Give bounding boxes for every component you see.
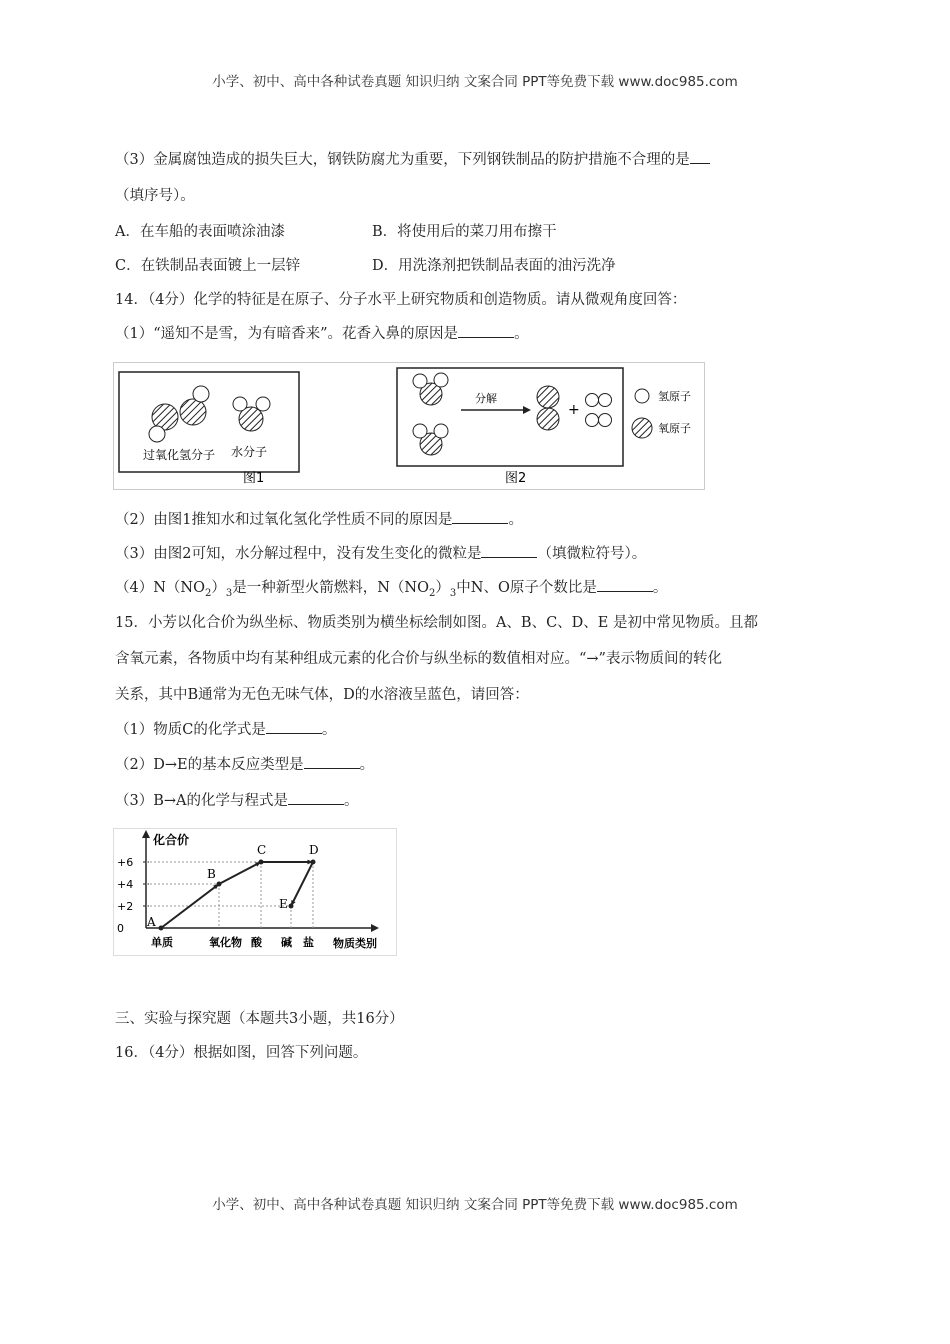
q15-part3-text: （3）B→A的化学与程式是 bbox=[115, 793, 289, 809]
period: 。 bbox=[344, 793, 359, 809]
answer-blank[interactable] bbox=[481, 543, 537, 559]
hydrogen-atom-icon bbox=[635, 389, 649, 403]
data-point bbox=[159, 926, 164, 931]
q13-part3 bbox=[115, 148, 710, 169]
subscript: 3 bbox=[449, 587, 457, 599]
q14-part4-a: （4）N（NO bbox=[115, 580, 205, 596]
q15-stem-2: 含氧元素，各物质中均有某种组成元素的化合价与纵坐标的数值相对应。“→”表示物质间的转化 bbox=[115, 651, 722, 667]
q15-stem-1: 15．小芳以化合价为纵坐标、物质类别为横坐标绘制如图。A、B、C、D、E 是初中常见物质。且都 bbox=[115, 615, 758, 631]
data-point bbox=[311, 860, 316, 865]
point-label: C bbox=[257, 843, 267, 857]
period: 。 bbox=[321, 722, 337, 738]
q15-stem-3: 关系，其中B通常为无色无味气体，D的水溶液呈蓝色，请回答： bbox=[115, 687, 529, 703]
oxygen-atom-icon bbox=[632, 418, 652, 438]
data-point bbox=[259, 860, 264, 865]
answer-blank[interactable] bbox=[304, 754, 360, 770]
q14-part2 bbox=[115, 508, 523, 529]
answer-blank[interactable] bbox=[288, 790, 344, 806]
answer-blank[interactable] bbox=[458, 323, 514, 339]
q14-part1-text: （1）“遥知不是雪，为有暗香来”。花香入鼻的原因是 bbox=[115, 326, 459, 342]
q15-part1-text: （1）物质C的化学式是 bbox=[115, 722, 266, 738]
x-tick-label: 酸 bbox=[251, 936, 262, 949]
point-label: D bbox=[309, 843, 319, 857]
x-axis-label: 物质类别 bbox=[333, 937, 377, 950]
q14-part3 bbox=[115, 542, 646, 563]
subscript: 2 bbox=[429, 587, 436, 599]
point-label: A bbox=[147, 915, 156, 929]
legend-oxygen: 氧原子 bbox=[658, 422, 691, 435]
period: 。 bbox=[514, 326, 529, 342]
x-tick-label: 碱 bbox=[281, 936, 292, 949]
period: 。 bbox=[508, 512, 523, 528]
option-c: C．在铁制品表面镀上一层锌 bbox=[115, 258, 301, 274]
subscript: 2 bbox=[205, 587, 212, 599]
q14-part4 bbox=[115, 576, 667, 599]
period: 。 bbox=[652, 580, 668, 596]
option-a: A．在车船的表面喷涂油漆 bbox=[115, 224, 285, 240]
y-tick-label: 0 bbox=[117, 922, 124, 935]
data-point bbox=[217, 882, 222, 887]
section-3-title: 三、实验与探究题（本题共3小题，共16分） bbox=[115, 1011, 404, 1027]
decompose-label: 分解 bbox=[475, 392, 497, 405]
h2o2-label: 过氧化氢分子 bbox=[143, 448, 216, 462]
q14-part3-tail: （填微粒符号）。 bbox=[537, 546, 647, 562]
q13-part3-text: （3）金属腐蚀造成的损失巨大，钢铁防腐尤为重要，下列钢铁制品的防护措施不合理的是 bbox=[115, 152, 690, 168]
q15-part3 bbox=[115, 789, 359, 810]
y-tick-label: +2 bbox=[117, 900, 134, 913]
q14-stem: 14．（4分）化学的特征是在原子、分子水平上研究物质和创造物质。请从微观角度回答： bbox=[115, 292, 687, 308]
q15-part1 bbox=[115, 718, 336, 739]
q14-part4-e: 中N、O原子个数比是 bbox=[456, 580, 597, 596]
fig1-label: 图1 bbox=[243, 471, 265, 486]
point-label: B bbox=[207, 867, 216, 881]
q16-stem: 16．（4分）根据如图，回答下列问题。 bbox=[115, 1045, 368, 1061]
q14-part4-b: ） bbox=[211, 580, 226, 596]
option-b: B．将使用后的菜刀用布擦干 bbox=[372, 224, 557, 240]
molecule-figure bbox=[113, 362, 705, 490]
q14-part4-d: ） bbox=[435, 580, 450, 596]
legend-hydrogen: 氢原子 bbox=[658, 390, 691, 403]
y-tick-label: +4 bbox=[117, 878, 134, 891]
period: 。 bbox=[359, 757, 375, 773]
x-tick-label: 氧化物 bbox=[209, 936, 242, 949]
answer-blank[interactable] bbox=[597, 577, 653, 593]
x-tick-label: 单质 bbox=[151, 936, 173, 949]
y-tick-label: +6 bbox=[117, 856, 134, 869]
valence-chart bbox=[113, 828, 397, 956]
q14-part2-text: （2）由图1推知水和过氧化氢化学性质不同的原因是 bbox=[115, 512, 453, 528]
h2o-label: 水分子 bbox=[231, 445, 268, 459]
fig2-label: 图2 bbox=[505, 471, 527, 486]
q14-part4-c: 是一种新型火箭燃料，N（NO bbox=[232, 580, 430, 596]
answer-blank[interactable] bbox=[266, 719, 322, 735]
q14-part1 bbox=[115, 322, 529, 343]
subscript: 3 bbox=[225, 587, 233, 599]
point-label: E bbox=[279, 897, 288, 911]
q14-part3-text: （3）由图2可知，水分解过程中，没有发生变化的微粒是 bbox=[115, 546, 482, 562]
page-footer: 小学、初中、高中各种试卷真题 知识归纳 文案合同 PPT等免费下载 www.doc985.com bbox=[212, 1197, 738, 1213]
plus-sign: + bbox=[568, 402, 580, 418]
q15-part2-text: （2）D→E的基本反应类型是 bbox=[115, 757, 304, 773]
answer-blank[interactable] bbox=[452, 509, 508, 525]
x-tick-label: 盐 bbox=[303, 936, 314, 949]
q13-part3-tail: （填序号）。 bbox=[115, 188, 195, 204]
page-header: 小学、初中、高中各种试卷真题 知识归纳 文案合同 PPT等免费下载 www.doc985.com bbox=[212, 74, 738, 90]
option-d: D．用洗涤剂把铁制品表面的油污洗净 bbox=[372, 258, 616, 274]
y-axis-label: 化合价 bbox=[153, 833, 190, 847]
q15-part2 bbox=[115, 753, 374, 774]
answer-blank[interactable] bbox=[690, 149, 710, 165]
data-point bbox=[289, 904, 294, 909]
